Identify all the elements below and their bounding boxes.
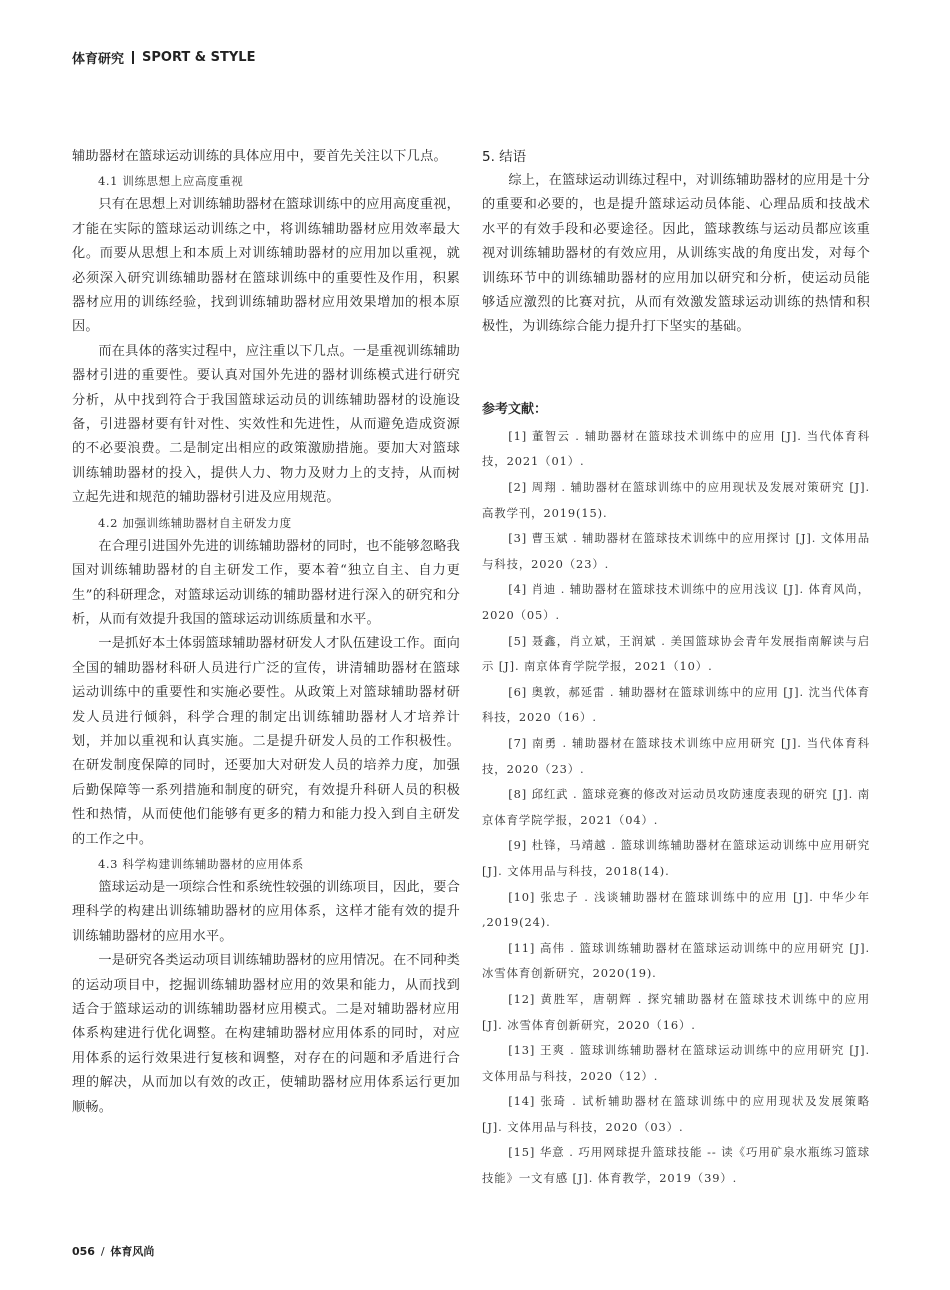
section-4-1-title: 4.1 训练思想上应高度重视	[98, 174, 244, 189]
conclusion-paragraph: 综上，在篮球运动训练过程中，对训练辅助器材的应用是十分的重要和必要的，也是提升篮球运动员体能、心理品质和技战术水平的有效手段和必要途径。因此，篮球教练与运动员都应该重视对训练辅助器材的有效应用，从训练实战的角度出发，对每个训练环节中的训练辅助器材的应用加以研究和分析，使运动员能够适应激烈的比赛对抗，从而有效激发篮球运动训练的热情和积极性，为训练综合能力提升打下坚实的基础。	[482, 173, 870, 335]
section-4-2-paragraph-2: 一是抓好本土体弱篮球辅助器材研发人才队伍建设工作。面向全国的辅助器材科研人员进行广泛的宣传，讲清辅助器材在篮球运动训练中的重要性和实施必要性。从政策上对篮球辅助器材研发人员进行倾斜，科学合理的制定出训练辅助器材人才培养计划，并加以重视和认真实施。二是提升研发人员的工作积极性。在研发制度保障的同时，还要加大对研发人员的培养力度，加强后勤保障等一系列措施和制度的研究，有效提升科研人员的积极性和热情，从而使他们能够有更多的精力和能力投入到自主研发的工作之中。	[72, 636, 460, 847]
reference-item: [11] 高伟 . 篮球训练辅助器材在篮球运动训练中的应用研究 [J]. 冰雪体育创新研究，2020(19).	[482, 940, 870, 981]
references-title: 参考文献：	[482, 401, 548, 417]
right-column	[482, 145, 870, 1192]
reference-item: [8] 邱红武 . 篮球竞赛的修改对运动员攻防速度表现的研究 [J]. 南京体育学院学报，2021（04）.	[482, 787, 870, 827]
header-section: 体育研究	[72, 52, 125, 67]
reference-item: [15] 华意 . 巧用网球提升篮球技能 -- 读《巧用矿泉水瓶练习篮球技能》一文有感 [J]. 体育教学，2019（39）.	[482, 1145, 870, 1186]
reference-item: [5] 聂鑫，肖立斌，王润斌 . 美国篮球协会青年发展指南解读与启示 [J]. 南京体育学院学报，2021（10）.	[482, 633, 870, 674]
page-footer	[72, 1243, 154, 1259]
header-brand: SPORT & STYLE	[142, 50, 256, 65]
section-4-2-title: 4.2 加强训练辅助器材自主研发力度	[98, 515, 292, 530]
reference-item: [4] 肖迪 . 辅助器材在篮球技术训练中的应用浅议 [J]. 体育风尚，2020（05）.	[482, 582, 870, 622]
reference-item: [6] 奥敦，郝延雷 . 辅助器材在篮球训练中的应用 [J]. 沈当代体育科技，2020（16）.	[482, 684, 870, 725]
reference-item: [7] 南勇 . 辅助器材在篮球技术训练中应用研究 [J]. 当代体育科技，2020（23）.	[482, 735, 870, 776]
reference-item: [12] 黄胜军，唐朝辉 . 探究辅助器材在篮球技术训练中的应用 [J]. 冰雪体育创新研究，2020（16）.	[482, 991, 870, 1032]
reference-item: [2] 周翔 . 辅助器材在篮球训练中的应用现状及发展对策研究 [J]. 高教学刊，2019(15).	[482, 480, 870, 520]
section-4-1-paragraph-1: 只有在思想上对训练辅助器材在篮球训练中的应用高度重视，才能在实际的篮球运动训练之中，将训练辅助器材应用效率最大化。而要从思想上和本质上对训练辅助器材的应用加以重视，就必须深入研究训练辅助器材在篮球训练中的重要性及作用，积累器材应用的训练经验，找到训练辅助器材应用效果增加的根本原因。	[72, 197, 460, 335]
references-list	[482, 424, 870, 1192]
reference-item: [14] 张琦 . 试析辅助器材在篮球训练中的应用现状及发展策略 [J]. 文体用品与科技，2020（03）.	[482, 1094, 870, 1134]
conclusion-title: 5. 结语	[482, 149, 527, 165]
section-4-3-paragraph-1: 篮球运动是一项综合性和系统性较强的训练项目，因此，要合理科学的构建出训练辅助器材的应用体系，这样才能有效的提升训练辅助器材的应用水平。	[72, 879, 460, 944]
section-4-1-paragraph-2: 而在具体的落实过程中，应注重以下几点。一是重视训练辅助器材引进的重要性。要认真对国外先进的器材训练模式进行研究分析，从中找到符合于我国篮球运动员的训练辅助器材的设施设备，引进器材要有针对性、实效性和先进性，从而避免造成资源的不必要浪费。二是制定出相应的政策激励措施。要加大对篮球训练辅助器材的投入，提供人力、物力及财力上的支持，从而树立起先进和规范的辅助器材引进及应用规范。	[72, 343, 460, 506]
running-header	[72, 48, 255, 67]
header-separator	[132, 51, 134, 64]
footer-journal-name: 体育风尚	[110, 1245, 155, 1258]
reference-item: [3] 曹玉斌 . 辅助器材在篮球技术训练中的应用探讨 [J]. 文体用品与科技，2020（23）.	[482, 531, 870, 571]
intro-paragraph: 辅助器材在篮球运动训练的具体应用中，要首先关注以下几点。	[72, 149, 447, 164]
reference-item: [10] 张忠子 . 浅谈辅助器材在篮球训练中的应用 [J]. 中华少年 ,2019(24).	[482, 889, 870, 930]
left-column	[72, 145, 460, 1120]
page-number: 056	[72, 1245, 95, 1258]
footer-separator: /	[100, 1245, 105, 1258]
section-4-3-paragraph-2: 一是研究各类运动项目训练辅助器材的应用情况。在不同种类的运动项目中，挖掘训练辅助器材应用的效果和能力，从而找到适合于篮球运动的训练辅助器材应用模式。二是对辅助器材应用体系构建进行优化调整。在构建辅助器材应用体系的同时，对应用体系的运行效果进行复核和调整，对存在的问题和矛盾进行合理的解决，从而加以有效的改正，使辅助器材应用体系运行更加顺畅。	[72, 953, 460, 1115]
section-4-3-title: 4.3 科学构建训练辅助器材的应用体系	[98, 856, 304, 871]
reference-item: [1] 董智云 . 辅助器材在篮球技术训练中的应用 [J]. 当代体育科技，2021（01）.	[482, 428, 870, 469]
reference-item: [9] 杜锋，马靖越 . 篮球训练辅助器材在篮球运动训练中应用研究 [J]. 文体用品与科技，2018(14).	[482, 838, 870, 878]
reference-item: [13] 王爽 . 篮球训练辅助器材在篮球运动训练中的应用研究 [J]. 文体用品与科技，2020（12）.	[482, 1043, 870, 1083]
section-4-2-paragraph-1: 在合理引进国外先进的训练辅助器材的同时，也不能够忽略我国对训练辅助器材的自主研发工作，要本着“独立自主、自力更生”的科研理念，对篮球运动训练的辅助器材进行深入的研究和分析，从而有效提升我国的篮球运动训练质量和水平。	[72, 538, 460, 627]
